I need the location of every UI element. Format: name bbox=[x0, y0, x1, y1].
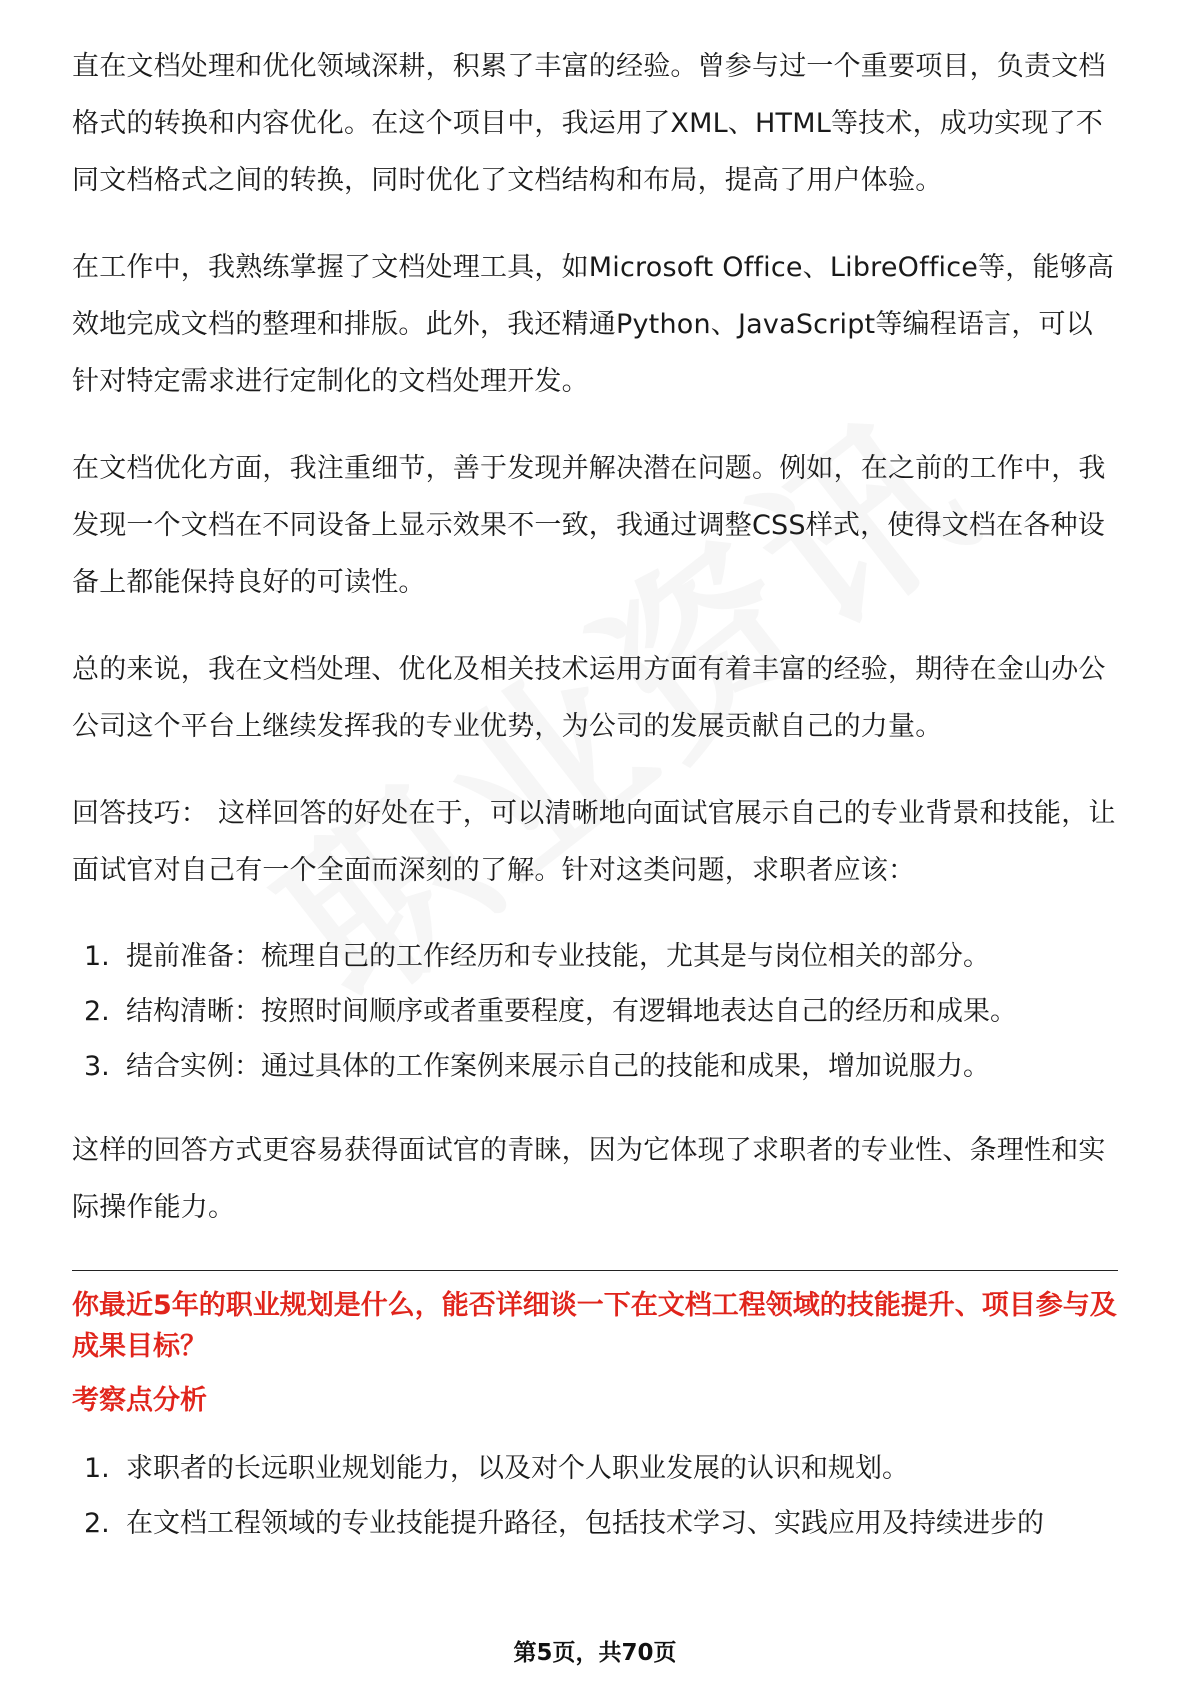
list-text: 结构清晰：按照时间顺序或者重要程度，有逻辑地表达自己的经历和成果。 bbox=[126, 996, 1017, 1027]
list-item bbox=[72, 1496, 1118, 1551]
page-number: 第5页，共70页 bbox=[513, 1640, 677, 1666]
document-body bbox=[72, 38, 1118, 1579]
list-number: 1. bbox=[84, 941, 110, 972]
tips-list bbox=[72, 929, 1118, 1094]
paragraph: 直在文档处理和优化领域深耕，积累了丰富的经验。曾参与过一个重要项目，负责文档格式的转换和内容优化。在这个项目中，我运用了XML、HTML等技术，成功实现了不同文档格式之间的转换，同时优化了文档结构和布局，提高了用户体验。 bbox=[72, 51, 1106, 196]
list-text: 结合实例：通过具体的工作案例来展示自己的技能和成果，增加说服力。 bbox=[126, 1051, 990, 1082]
closing-paragraph: 这样的回答方式更容易获得面试官的青睐，因为它体现了求职者的专业性、条理性和实际操作能力。 bbox=[72, 1135, 1106, 1223]
list-number: 2. bbox=[84, 1508, 110, 1539]
paragraph: 在文档优化方面，我注重细节，善于发现并解决潜在问题。例如，在之前的工作中，我发现一个文档在不同设备上显示效果不一致，我通过调整CSS样式，使得文档在各种设备上都能保持良好的可读性。 bbox=[72, 453, 1106, 598]
analysis-list bbox=[72, 1441, 1118, 1551]
answer-tips bbox=[72, 785, 1118, 899]
question-heading: 你最近5年的职业规划是什么，能否详细谈一下在文档工程领域的技能提升、项目参与及成果目标？ bbox=[72, 1290, 1117, 1362]
list-item bbox=[72, 984, 1118, 1039]
section-divider bbox=[72, 1270, 1118, 1271]
paragraph: 总的来说，我在文档处理、优化及相关技术运用方面有着丰富的经验，期待在金山办公公司这个平台上继续发挥我的专业优势，为公司的发展贡献自己的力量。 bbox=[72, 654, 1106, 742]
list-item bbox=[72, 1441, 1118, 1496]
list-item bbox=[72, 929, 1118, 984]
list-text: 求职者的长远职业规划能力，以及对个人职业发展的认识和规划。 bbox=[126, 1453, 909, 1484]
list-number: 2. bbox=[84, 996, 110, 1027]
tips-label: 回答技巧： bbox=[72, 798, 208, 829]
list-text: 在文档工程领域的专业技能提升路径，包括技术学习、实践应用及持续进步的 bbox=[126, 1508, 1044, 1539]
list-item bbox=[72, 1039, 1118, 1094]
analysis-heading: 考察点分析 bbox=[72, 1385, 207, 1416]
tips-text: 这样回答的好处在于，可以清晰地向面试官展示自己的专业背景和技能，让面试官对自己有一个全面而深刻的了解。针对这类问题，求职者应该： bbox=[72, 798, 1116, 886]
list-number: 3. bbox=[84, 1051, 110, 1082]
list-text: 提前准备：梳理自己的工作经历和专业技能，尤其是与岗位相关的部分。 bbox=[126, 941, 990, 972]
list-number: 1. bbox=[84, 1453, 110, 1484]
paragraph: 在工作中，我熟练掌握了文档处理工具，如Microsoft Office、LibreOffice等，能够高效地完成文档的整理和排版。此外，我还精通Python、JavaScript等编程语言，可以针对特定需求进行定制化的文档处理开发。 bbox=[72, 252, 1115, 397]
